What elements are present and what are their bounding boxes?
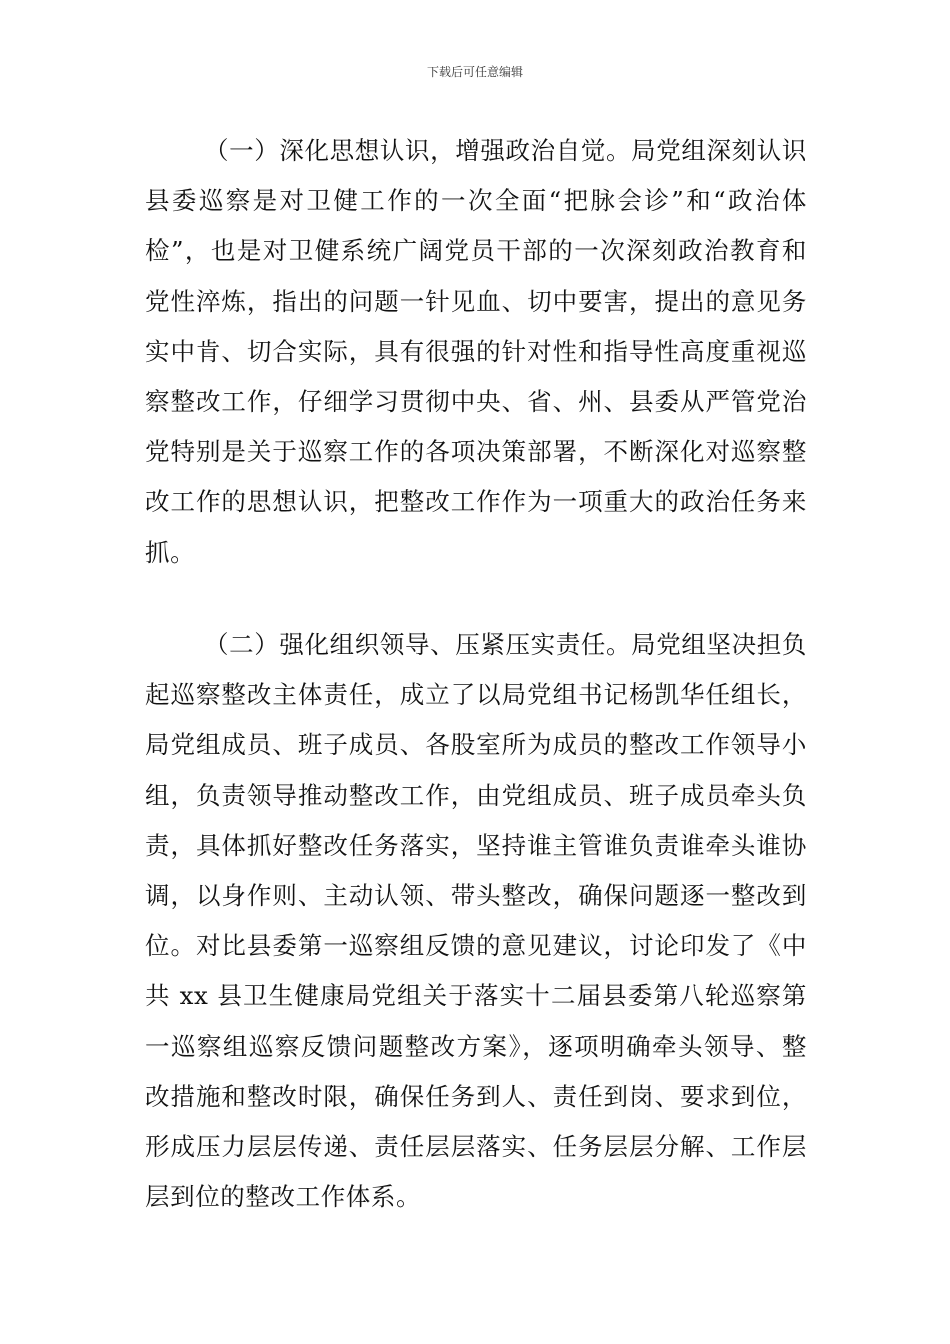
body-paragraph-2: （二）强化组织领导、压紧压实责任。局党组坚决担负起巡察整改主体责任，成立了以局党组书记杨凯华任组长，局党组成员、班子成员、各股室所为成员的整改工作领导小组，负责领导推动整改工作，由党组成员、班子成员牵头负责，具体抓好整改任务落实，坚持谁主管谁负责谁牵头谁协调，以身作则、主动认领、带头整改，确保问题逐一整改到位。对比县委第一巡察组反馈的意见建议，讨论印发了《中共 xx 县卫生健康局党组关于落实十二届县委第八轮巡察第一巡察组巡察反馈问题整改方案》，逐项明确牵头领导、整改措施和整改时限，确保任务到人、责任到岗、要求到位，形成压力层层传递、责任层层落实、任务层层分解、工作层层到位的整改工作体系。 bbox=[145, 630, 807, 1212]
page-header-note: 下载后可任意编辑 bbox=[426, 65, 523, 79]
body-paragraph-1: （一）深化思想认识，增强政治自觉。局党组深刻认识县委巡察是对卫健工作的一次全面“把脉会诊”和“政治体检”，也是对卫健系统广阔党员干部的一次深刻政治教育和党性淬炼，指出的问题一针见血、切中要害，提出的意见务实中肯、切合实际，具有很强的针对性和指导性高度重视巡察整改工作，仔细学习贯彻中央、省、州、县委从严管党治党特别是关于巡察工作的各项决策部署，不断深化对巡察整改工作的思想认识，把整改工作作为一项重大的政治任务来抓。 bbox=[145, 136, 807, 567]
